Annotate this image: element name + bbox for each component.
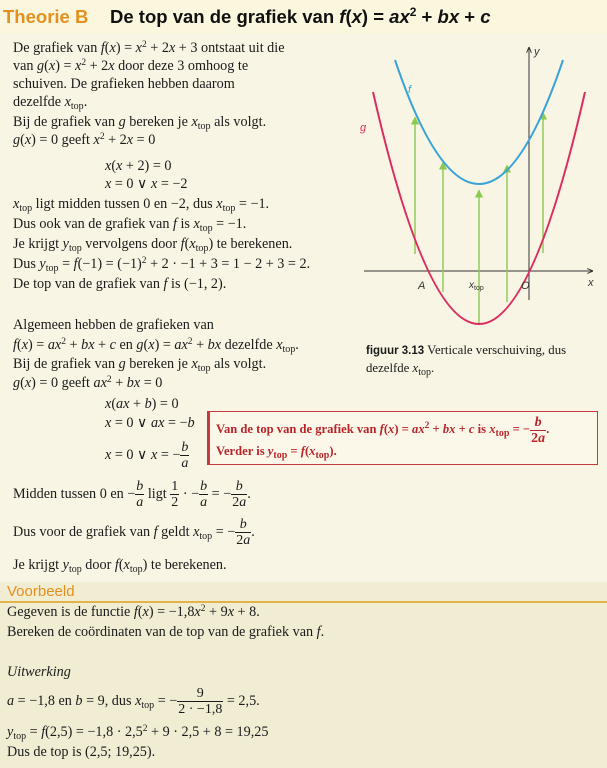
- x-axis-label: x: [588, 277, 594, 289]
- y-axis-label: y: [534, 46, 540, 58]
- s2-line-2: $f(x) = ax^2$ + bx + c en $g(x) = ax^2$ + bx dezelfde $x_{top}$.: [13, 337, 299, 355]
- ex-line-1: Gegeven is de functie $f(x) = -1,8x^2 + 9x + 8$.: [7, 604, 260, 620]
- f-label: f: [408, 84, 412, 96]
- ex-line-2: Bereken de coördinaten van de top van de grafiek van f.: [7, 624, 325, 640]
- sol-line-3: Dus de top is (2,5; 19,25).: [7, 744, 156, 760]
- origin-label: O: [521, 280, 530, 292]
- s2-line-7: x = 0 ∨ x = − $\frac{b}{a}$: [105, 440, 189, 472]
- s1-line-2: van $g(x) = x^2 + 2x$ door deze 3 omhoog te: [13, 58, 249, 74]
- rule-line-1: Van de top van de grafiek van $f(x) = ax^2$ + bx + c is $x_{top}$ = − $\frac{b}{2a}$ .: [216, 414, 550, 446]
- sol-line-1: a = −1,8 en b = 9, dus $x_{top}$ = − $\frac{9}{2 \cdot -1,8}$ = 2,5.: [7, 686, 260, 718]
- s2-line-3: Bij de grafiek van g bereken je $x_{top}$ als volgt.: [13, 356, 267, 374]
- s1-line-5: Bij de grafiek van g bereken je $x_{top}$ als volgt.: [13, 114, 267, 132]
- s1-line-12: Dus $y_{top} = f(-1) = (-1)^2 + 2 \cdot -1 + 3 = 1 - 2 + 3 = 2$.: [13, 256, 311, 274]
- parabola-figure: [352, 36, 607, 336]
- s2-line-6: x = 0 ∨ ax = −b: [105, 415, 195, 431]
- s1-line-10: Dus ook van de grafiek van f is $x_{top} = -1$.: [13, 216, 247, 234]
- s1-line-6: g(x) = 0 geeft $x^2 + 2x = 0$: [13, 132, 156, 148]
- s1-line-3: schuiven. De grafieken hebben daarom: [13, 76, 235, 92]
- s2-line-4: g(x) = 0 geeft $ax^2$ + bx = 0: [13, 375, 163, 391]
- s1-line-8: x = 0 ∨ x = −2: [105, 176, 188, 192]
- g-label: g: [360, 122, 367, 134]
- s2-line-1: Algemeen hebben de grafieken van: [13, 317, 214, 333]
- s2-line-5: x(ax + b) = 0: [105, 396, 179, 412]
- s1-line-1: De grafiek van $f(x) = x^2 + 2x + 3$ ontstaat uit die: [13, 40, 285, 56]
- example-divider: [0, 601, 607, 603]
- point-a-label: A: [418, 280, 426, 292]
- theory-title: De top van de grafiek van $f(x) = ax^2$ + bx + c: [110, 5, 491, 27]
- figure-caption: figuur 3.13 Verticale verschuiving, dus dezelfde $x_{top}$.: [366, 343, 567, 378]
- s1-line-11: Je krijgt $y_{top}$ vervolgens door $f(x_{top})$ te berekenen.: [13, 236, 293, 254]
- s2-line-8: Midden tussen 0 en − $\frac{b}{a}$ ligt $\frac{1}{2}$ · − $\frac{b}{a}$ = − $\frac{b}{2a}$ .: [13, 479, 251, 511]
- s1-line-9: $x_{top}$ ligt midden tussen 0 en −2, dus $x_{top} = -1$.: [13, 196, 270, 214]
- theory-label: Theorie B: [3, 6, 89, 27]
- example-title: Voorbeeld: [7, 583, 75, 600]
- s2-line-10: Je krijgt $y_{top}$ door $f(x_{top})$ te berekenen.: [13, 557, 227, 575]
- sol-line-2: $y_{top} = f(2,5) = -1,8 \cdot 2,5^2 + 9 \cdot 2,5 + 8 = 19,25$: [7, 724, 269, 742]
- solution-heading: Uitwerking: [7, 664, 71, 680]
- rule-line-2: Verder is $y_{top} = f(x_{top})$.: [216, 444, 337, 461]
- xtop-label: $x_{top}$: [469, 280, 484, 292]
- s1-line-13: De top van de grafiek van f is (−1, 2).: [13, 276, 227, 292]
- graph-f: [395, 60, 563, 184]
- s2-line-9: Dus voor de grafiek van f geldt $x_{top}$ = − $\frac{b}{2a}$ .: [13, 517, 255, 549]
- s1-line-7: x(x + 2) = 0: [105, 158, 172, 174]
- s1-line-4: dezelfde $x_{top}$.: [13, 94, 88, 112]
